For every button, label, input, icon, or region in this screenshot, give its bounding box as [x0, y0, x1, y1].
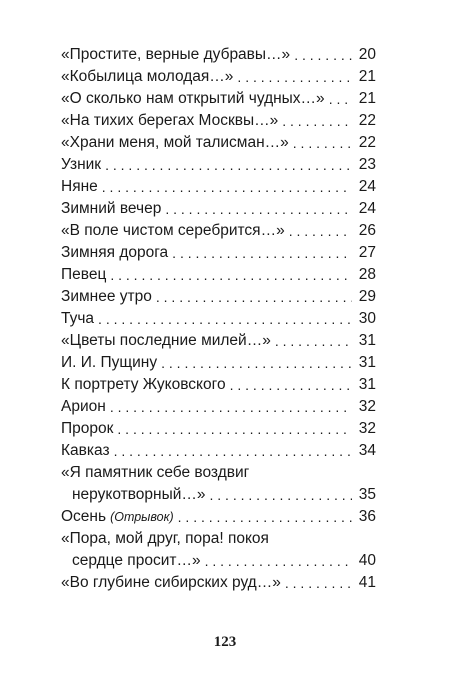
toc-entry[interactable] [61, 506, 376, 528]
toc-entry-page: 27 [358, 244, 376, 261]
toc-leader-dots [114, 440, 352, 462]
toc-entry-page: 29 [358, 288, 376, 305]
toc-entry[interactable] [61, 264, 376, 286]
toc-entry-title: Зимняя дорога [61, 244, 169, 261]
toc-entry-title: Зимний вечер [61, 200, 162, 217]
toc-entry-page: 32 [358, 398, 376, 415]
toc-entry-page: 22 [358, 112, 376, 129]
toc-entry-page: 21 [358, 90, 376, 107]
toc-entry[interactable] [61, 308, 376, 330]
toc-leader-dots [294, 44, 352, 66]
toc-entry[interactable] [61, 286, 376, 308]
toc-entry-title-continuation: сердце просит…» [72, 552, 201, 569]
toc-entry[interactable] [61, 132, 376, 154]
toc-entry-page: 31 [358, 376, 376, 393]
toc-entry-page: 36 [358, 508, 376, 525]
toc-entry-page: 22 [358, 134, 376, 151]
toc-leader-dots [205, 550, 352, 572]
page-number: 123 [213, 634, 237, 650]
toc-entry[interactable] [61, 572, 376, 594]
toc-entry-title: Певец [61, 266, 107, 283]
toc-entry-title: Пророк [61, 420, 114, 437]
table-of-contents [61, 44, 376, 594]
toc-entry-title: К портрету Жуковского [61, 376, 226, 393]
toc-entry-title: Арион [61, 398, 106, 415]
toc-leader-dots [289, 220, 352, 242]
toc-leader-dots [98, 308, 352, 330]
toc-leader-dots [117, 418, 352, 440]
toc-entry-title: Узник [61, 156, 102, 173]
toc-entry-title: «Простите, верные дубравы…» [61, 46, 291, 63]
toc-entry-title: Кавказ [61, 442, 110, 459]
toc-entry-page: 30 [358, 310, 376, 327]
toc-entry-page: 35 [358, 486, 376, 503]
toc-entry-title: «Кобылица молодая…» [61, 68, 234, 85]
toc-leader-dots [282, 110, 352, 132]
toc-leader-dots [293, 132, 352, 154]
toc-leader-dots [237, 66, 352, 88]
toc-entry-title: Осень [61, 508, 107, 525]
toc-leader-dots [178, 506, 352, 528]
toc-entry[interactable] [61, 462, 376, 506]
toc-entry-page: 28 [358, 266, 376, 283]
toc-entry[interactable] [61, 330, 376, 352]
toc-entry[interactable] [61, 242, 376, 264]
toc-entry[interactable] [61, 66, 376, 88]
toc-entry-title: «В поле чистом серебрится…» [61, 222, 285, 239]
toc-entry-title: Няне [61, 178, 98, 195]
toc-entry-page: 23 [358, 156, 376, 173]
toc-entry-page: 26 [358, 222, 376, 239]
toc-leader-dots [230, 374, 352, 396]
toc-entry[interactable] [61, 440, 376, 462]
toc-entry[interactable] [61, 396, 376, 418]
toc-entry-page: 24 [358, 178, 376, 195]
toc-entry[interactable] [61, 352, 376, 374]
toc-entry[interactable] [61, 198, 376, 220]
toc-entry-page: 21 [358, 68, 376, 85]
toc-entry-page: 41 [358, 574, 376, 591]
toc-entry-title: «Во глубине сибирских руд…» [61, 574, 281, 591]
toc-entry-title: «Цветы последние милей…» [61, 332, 271, 349]
toc-entry-title-continuation: нерукотворный…» [72, 486, 206, 503]
toc-entry[interactable] [61, 176, 376, 198]
toc-leader-dots [105, 154, 352, 176]
toc-entry-title: «Я памятник себе воздвиг [61, 464, 250, 481]
toc-entry-page: 20 [358, 46, 376, 63]
toc-entry[interactable] [61, 374, 376, 396]
toc-leader-dots [102, 176, 352, 198]
toc-leader-dots [329, 88, 352, 110]
toc-leader-dots [110, 264, 352, 286]
toc-entry[interactable] [61, 418, 376, 440]
toc-leader-dots [172, 242, 352, 264]
toc-entry-title: «О сколько нам открытий чудных…» [61, 90, 325, 107]
toc-leader-dots [110, 396, 352, 418]
toc-entry-page: 40 [358, 552, 376, 569]
toc-entry-title: «Храни меня, мой талисман…» [61, 134, 289, 151]
toc-entry-page: 31 [358, 332, 376, 349]
toc-entry[interactable] [61, 110, 376, 132]
toc-entry-page: 32 [358, 420, 376, 437]
toc-entry-title: Зимнее утро [61, 288, 152, 305]
toc-entry[interactable] [61, 154, 376, 176]
toc-leader-dots [210, 484, 353, 506]
toc-entry-note: (Отрывок) [110, 510, 174, 524]
toc-entry-title: И. И. Пущину [61, 354, 158, 371]
toc-entry-title: «Пора, мой друг, пора! покоя [61, 530, 269, 547]
toc-entry[interactable] [61, 220, 376, 242]
toc-entry-page: 31 [358, 354, 376, 371]
toc-entry-title: Туча [61, 310, 95, 327]
toc-leader-dots [275, 330, 352, 352]
toc-entry[interactable] [61, 44, 376, 66]
toc-leader-dots [161, 352, 352, 374]
toc-entry[interactable] [61, 88, 376, 110]
toc-entry-page: 24 [358, 200, 376, 217]
toc-entry[interactable] [61, 528, 376, 572]
toc-leader-dots [156, 286, 352, 308]
toc-entry-title: «На тихих берегах Москвы…» [61, 112, 279, 129]
toc-entry-page: 34 [358, 442, 376, 459]
toc-leader-dots [165, 198, 352, 220]
toc-leader-dots [285, 572, 352, 594]
